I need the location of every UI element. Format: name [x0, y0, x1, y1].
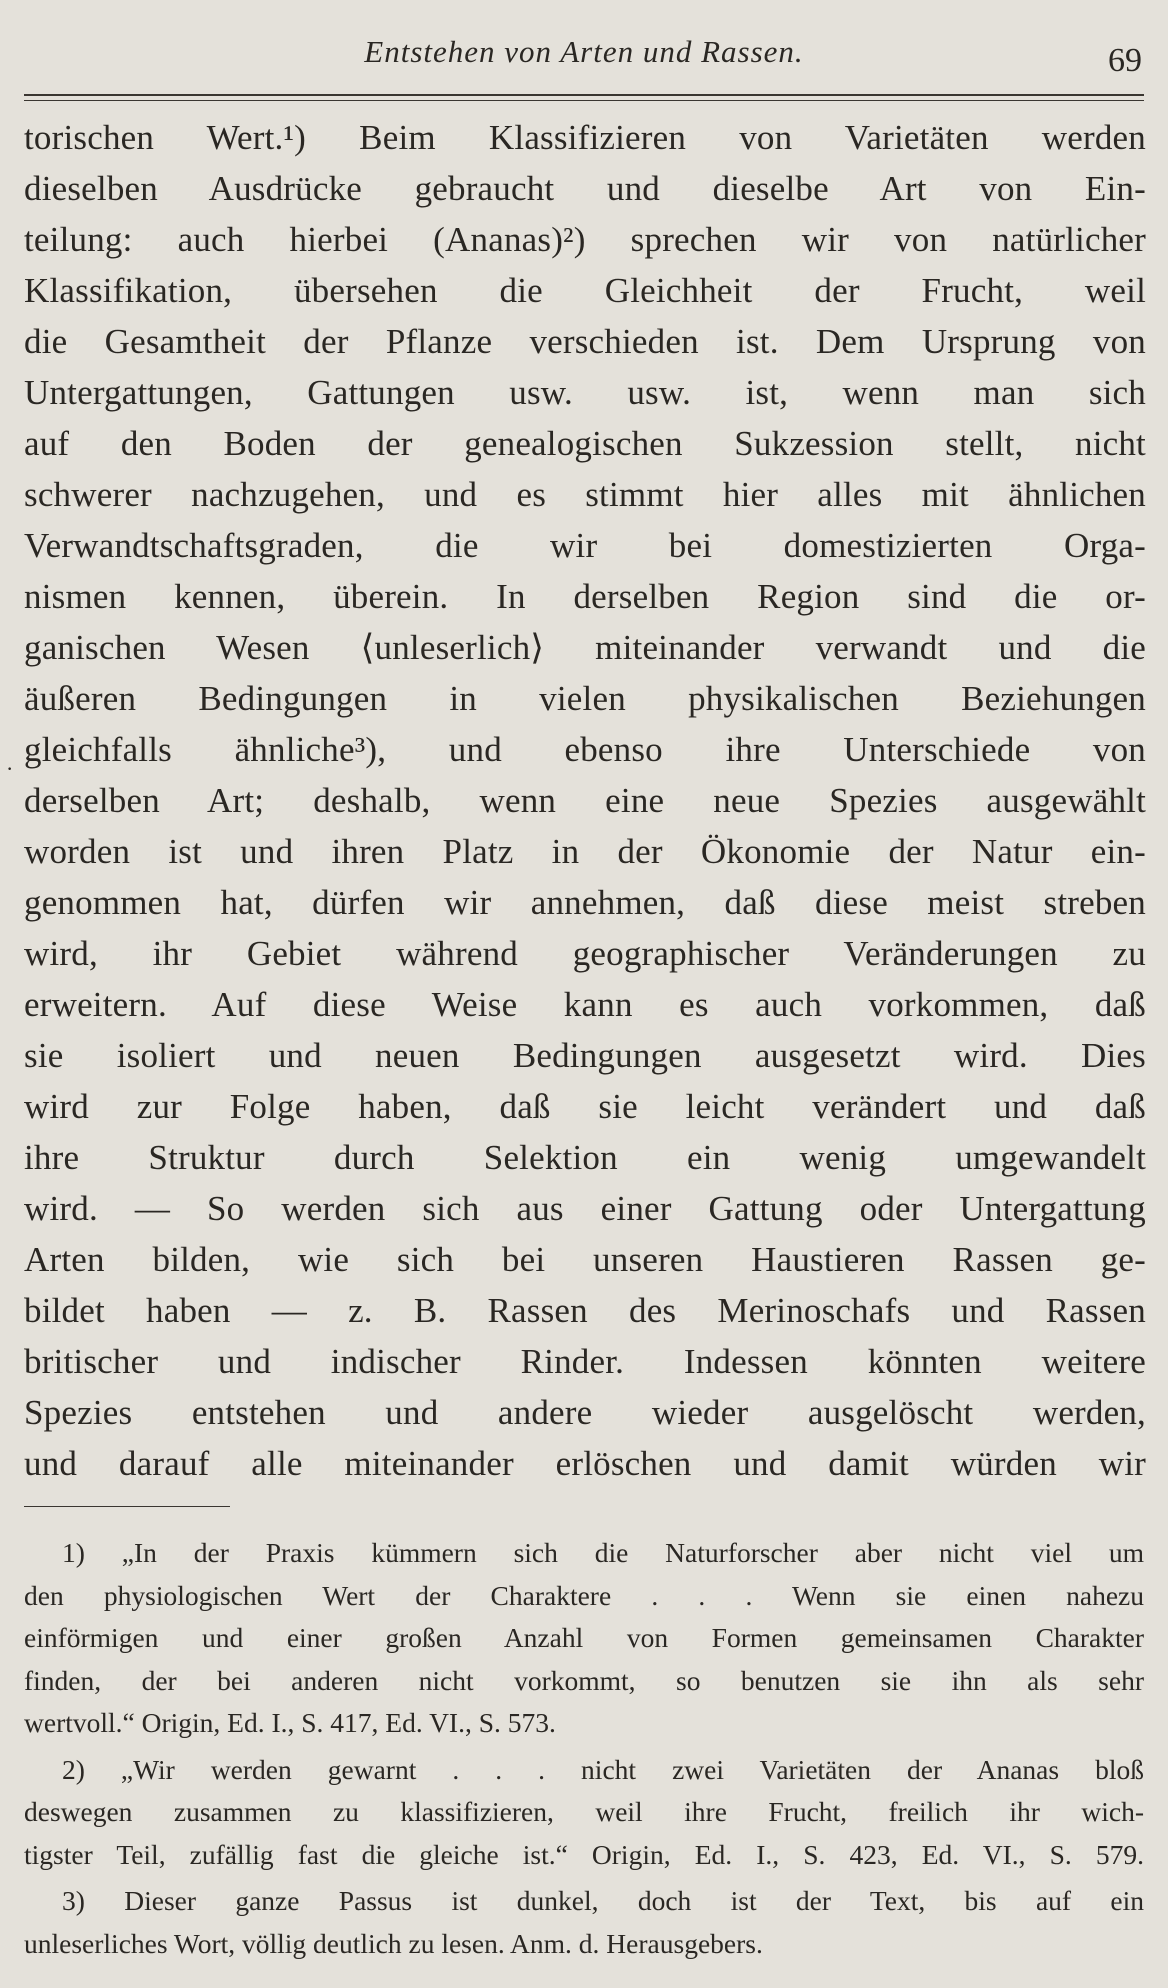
text-line: sie isoliert und neuen Bedingungen ausgesetzt wird. Dies — [24, 1036, 1146, 1075]
text-line: bildet haben — z. B. Rassen des Merinoschafs und Rassen — [24, 1291, 1146, 1330]
page-header — [24, 28, 1144, 88]
text-line: Spezies entstehen und andere wieder ausgelöscht werden, — [24, 1393, 1146, 1432]
text-line: äußeren Bedingungen in vielen physikalischen Beziehungen — [24, 679, 1146, 718]
footnote-3 — [24, 1880, 1144, 1965]
text-line: genommen hat, dürfen wir annehmen, daß diese meist streben — [24, 883, 1146, 922]
text-line: ganischen Wesen ⟨unleserlich⟩ miteinander verwandt und die — [24, 628, 1146, 667]
footnote-line: tigster Teil, zufällig fast die gleiche ist.“ Origin, Ed. I., S. 423, Ed. VI., S. 579. — [24, 1838, 1144, 1870]
text-line: Arten bilden, wie sich bei unseren Haustieren Rassen ge- — [24, 1240, 1146, 1279]
text-line: wird, ihr Gebiet während geographischer Veränderungen zu — [24, 934, 1146, 973]
footnotes — [24, 1532, 1144, 1965]
text-line: britischer und indischer Rinder. Indessen könnten weitere — [24, 1342, 1146, 1381]
text-line: gleichfalls ähnliche³), und ebenso ihre Unterschiede von — [24, 730, 1146, 769]
footnote-line: 3) Dieser ganze Passus ist dunkel, doch ist der Text, bis auf ein — [62, 1885, 1144, 1916]
text-line: torischen Wert.¹) Beim Klassifizieren von Varietäten werden — [24, 118, 1146, 157]
text-line: wird. — So werden sich aus einer Gattung oder Untergattung — [24, 1189, 1146, 1228]
margin-mark: · — [6, 756, 14, 781]
text-line: wird zur Folge haben, daß sie leicht verändert und daß — [24, 1087, 1146, 1126]
text-line: Untergattungen, Gattungen usw. usw. ist, wenn man sich — [24, 373, 1146, 412]
text-line: worden ist und ihren Platz in der Ökonomie der Natur ein- — [24, 832, 1146, 871]
footnote-1 — [24, 1532, 1144, 1745]
text-line: und darauf alle miteinander erlöschen und damit würden wir — [24, 1444, 1146, 1483]
text-line: nismen kennen, überein. In derselben Region sind die or- — [24, 577, 1146, 616]
footnote-line: wertvoll.“ Origin, Ed. I., S. 417, Ed. VI., S. 573. — [24, 1707, 556, 1738]
header-rule-thin — [24, 100, 1144, 101]
text-line: auf den Boden der genealogischen Sukzession stellt, nicht — [24, 424, 1146, 463]
footnote-line: finden, der bei anderen nicht vorkommt, so benutzen sie ihn als sehr — [24, 1664, 1144, 1696]
header-rule — [24, 94, 1144, 96]
footnote-rule — [24, 1506, 230, 1507]
text-line: Klassifikation, übersehen die Gleichheit der Frucht, weil — [24, 271, 1146, 310]
footnote-line: einförmigen und einer großen Anzahl von Formen gemeinsamen Charakter — [24, 1622, 1144, 1653]
main-text — [24, 112, 1146, 1489]
footnote-2 — [24, 1749, 1144, 1877]
text-line: dieselben Ausdrücke gebraucht und dieselbe Art von Ein- — [24, 169, 1146, 208]
running-head: Entstehen von Arten und Rassen. — [364, 34, 804, 69]
footnote-line: deswegen zusammen zu klassifizieren, weil ihre Frucht, freilich ihr wich- — [24, 1796, 1144, 1827]
footnote-line: den physiologischen Wert der Charaktere . . . Wenn sie einen nahezu — [24, 1579, 1144, 1611]
text-line: die Gesamtheit der Pflanze verschieden ist. Dem Ursprung von — [24, 322, 1146, 361]
text-line: Verwandtschaftsgraden, die wir bei domestizierten Orga- — [24, 526, 1146, 565]
footnote-line: 2) „Wir werden gewarnt . . . nicht zwei Varietäten der Ananas bloß — [62, 1753, 1144, 1785]
text-line: erweitern. Auf diese Weise kann es auch vorkommen, daß — [24, 985, 1146, 1024]
footnote-line: unleserliches Wort, völlig deutlich zu lesen. Anm. d. Herausgebers. — [24, 1927, 763, 1959]
text-line: ihre Struktur durch Selektion ein wenig umgewandelt — [24, 1138, 1146, 1177]
text-line: teilung: auch hierbei (Ananas)²) sprechen wir von natürlicher — [24, 220, 1146, 259]
page-number: 69 — [1108, 42, 1142, 79]
text-line: schwerer nachzugehen, und es stimmt hier alles mit ähnlichen — [24, 475, 1146, 514]
footnote-line: 1) „In der Praxis kümmern sich die Naturforscher aber nicht viel um — [62, 1537, 1144, 1568]
text-line: derselben Art; deshalb, wenn eine neue Spezies ausgewählt — [24, 781, 1146, 820]
